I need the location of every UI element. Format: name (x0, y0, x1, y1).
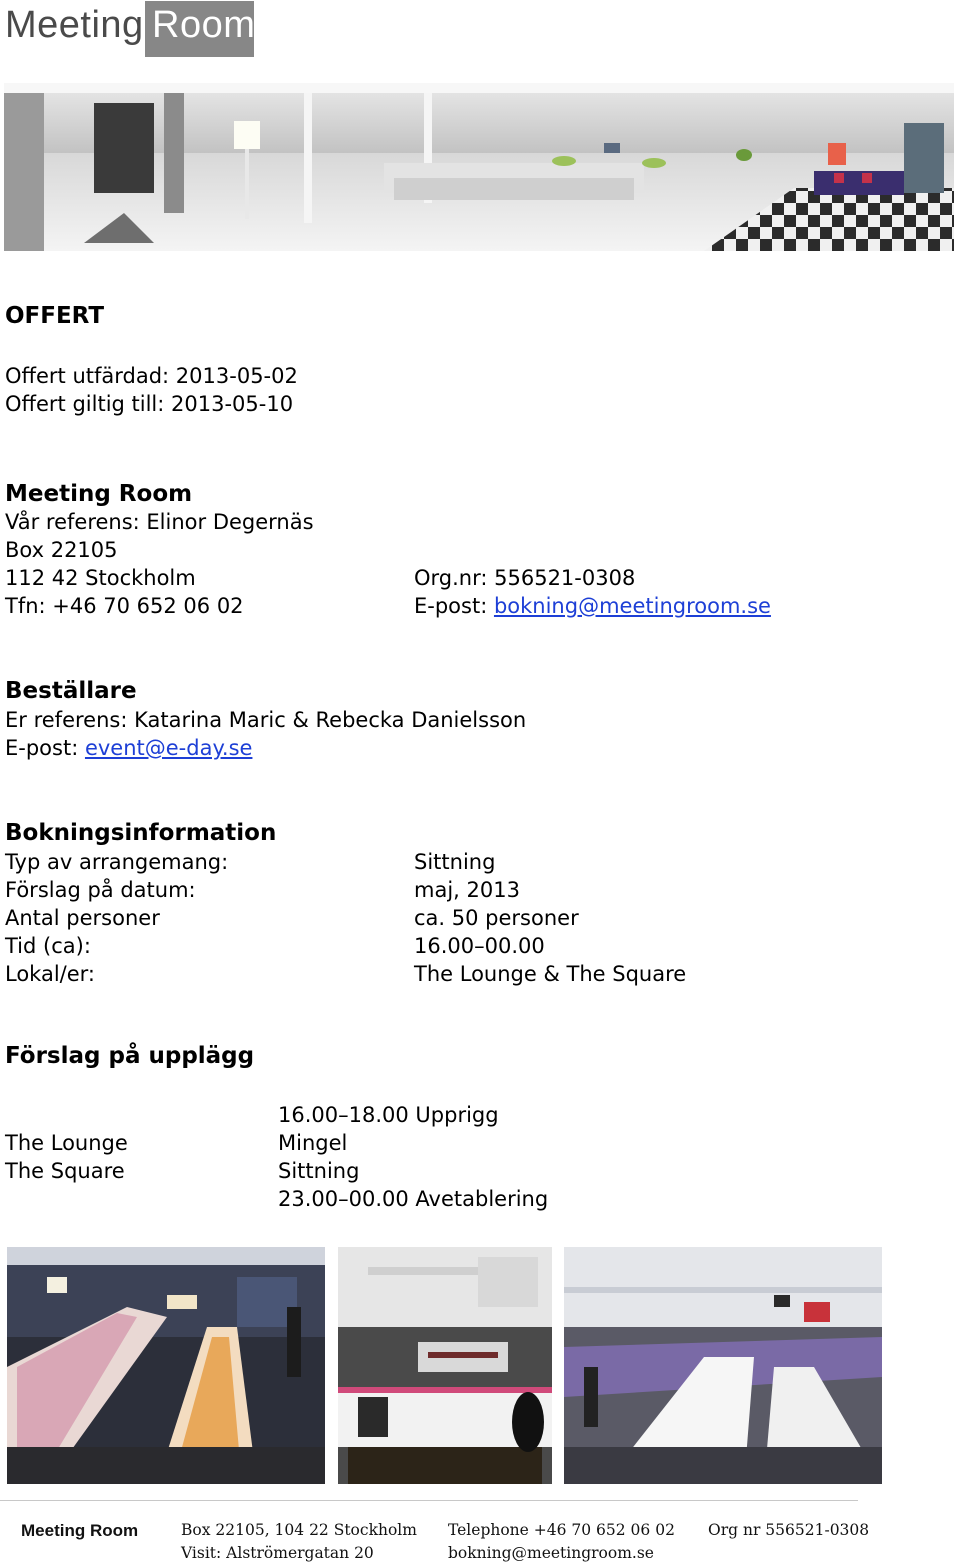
proposal-schedule-item: Mingel (278, 1131, 348, 1155)
booking-value: 16.00–00.00 (414, 934, 545, 958)
logo-word-meeting: Meeting (5, 4, 144, 46)
client-email-label: E-post: (5, 736, 85, 760)
proposal-venue: The Square (5, 1159, 125, 1183)
company-box: Box 22105 (5, 538, 118, 562)
proposal-schedule-item: 23.00–00.00 Avetablering (278, 1187, 549, 1211)
footer-divider (0, 1500, 858, 1501)
booking-label: Förslag på datum: (5, 878, 196, 902)
booking-section-title: Bokningsinformation (5, 820, 277, 846)
proposal-schedule-item: 16.00–18.00 Upprigg (278, 1103, 499, 1127)
booking-label: Tid (ca): (5, 934, 91, 958)
footer-email[interactable]: bokning@meetingroom.se (448, 1544, 654, 1562)
company-city: 112 42 Stockholm (5, 566, 196, 590)
proposal-venue: The Lounge (5, 1131, 128, 1155)
client-section-title: Beställare (5, 678, 137, 704)
footer-visit-address: Visit: Alströmergatan 20 (181, 1544, 374, 1562)
offer-issued-date: Offert utfärdad: 2013-05-02 (5, 364, 298, 388)
proposal-section-title: Förslag på upplägg (5, 1043, 255, 1069)
footer-orgnr: Org nr 556521-0308 (708, 1521, 870, 1539)
client-reference: Er referens: Katarina Maric & Rebecka Danielsson (5, 708, 527, 732)
booking-label: Lokal/er: (5, 962, 96, 986)
footer-brand: Meeting Room (21, 1521, 139, 1540)
client-email-link[interactable]: event@e-day.se (84, 736, 253, 760)
booking-label: Antal personer (5, 906, 160, 930)
footer-telephone: Telephone +46 70 652 06 02 (448, 1521, 675, 1539)
company-reference: Vår referens: Elinor Degernäs (5, 510, 314, 534)
booking-value: ca. 50 personer (414, 906, 579, 930)
footer-address: Box 22105, 104 22 Stockholm (181, 1521, 417, 1539)
booking-value: Sittning (414, 850, 496, 874)
company-email-row (414, 592, 771, 620)
document-title: OFFERT (5, 303, 105, 329)
company-orgnr: Org.nr: 556521-0308 (414, 566, 636, 590)
company-email-link[interactable]: bokning@meetingroom.se (493, 594, 771, 618)
company-email-label: E-post: (414, 594, 494, 618)
company-phone: Tfn: +46 70 652 06 02 (5, 594, 244, 618)
lounge-dinner-photo (7, 1247, 325, 1484)
booking-value: The Lounge & The Square (414, 962, 687, 986)
bar-counter-photo (338, 1247, 552, 1484)
booking-value: maj, 2013 (414, 878, 520, 902)
square-dinner-photo (564, 1247, 882, 1484)
company-name: Meeting Room (5, 481, 193, 507)
client-email-row (5, 734, 252, 762)
booking-label: Typ av arrangemang: (5, 850, 229, 874)
proposal-schedule-item: Sittning (278, 1159, 360, 1183)
offer-valid-until: Offert giltig till: 2013-05-10 (5, 392, 294, 416)
panorama-venue-photo (4, 83, 954, 251)
logo-word-room: Room (152, 4, 256, 46)
